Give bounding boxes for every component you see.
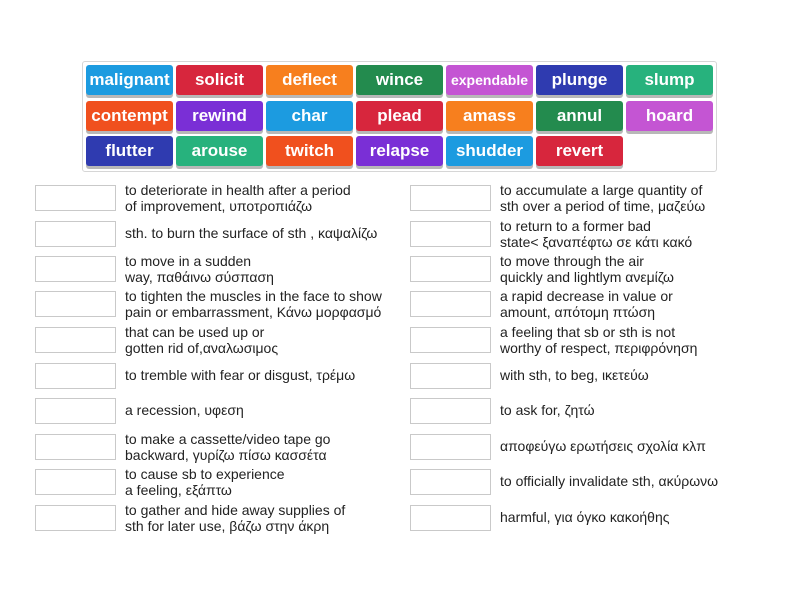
- definition-text: [125, 254, 410, 285]
- definition-line: of improvement, υποτροπιάζω: [125, 197, 313, 214]
- definition-line: sth. to burn the surface of sth , καψαλίζω: [125, 225, 378, 241]
- definition-line: to deteriorate in health after a period: [125, 182, 351, 198]
- definition-text: [125, 368, 410, 384]
- word-bank: [82, 61, 717, 172]
- answer-slot[interactable]: [410, 185, 491, 211]
- answer-slot[interactable]: [35, 256, 116, 282]
- answer-slot[interactable]: [410, 505, 491, 531]
- definition-text: [125, 325, 410, 356]
- answer-slot[interactable]: [35, 363, 116, 389]
- definition-line: to return to a former bad: [500, 218, 651, 234]
- word-tile[interactable]: expendable: [446, 65, 533, 95]
- word-tile[interactable]: malignant: [86, 65, 173, 95]
- definition-text: [500, 439, 785, 455]
- word-tile[interactable]: solicit: [176, 65, 263, 95]
- definition-text: [125, 503, 410, 534]
- word-tile[interactable]: wince: [356, 65, 443, 95]
- definition-text: [125, 226, 410, 242]
- definition-line: sth over a period of time, μαζεύω: [500, 197, 706, 214]
- word-tile[interactable]: annul: [536, 101, 623, 131]
- definition-text: [500, 289, 785, 320]
- definition-line: a feeling, εξάπτω: [125, 481, 232, 498]
- word-tile[interactable]: contempt: [86, 101, 173, 131]
- answer-slot[interactable]: [410, 398, 491, 424]
- definition-line: with sth, to beg, ικετεύω: [500, 367, 649, 383]
- word-tile[interactable]: revert: [536, 136, 623, 166]
- definition-text: [500, 325, 785, 356]
- answer-slot[interactable]: [35, 469, 116, 495]
- word-tile[interactable]: rewind: [176, 101, 263, 131]
- definition-text: [500, 219, 785, 250]
- definition-line: harmful, για όγκο κακοήθης: [500, 509, 670, 525]
- answer-slot[interactable]: [35, 221, 116, 247]
- word-tile[interactable]: deflect: [266, 65, 353, 95]
- definition-text: [500, 474, 785, 490]
- word-tile[interactable]: shudder: [446, 136, 533, 166]
- word-tile[interactable]: slump: [626, 65, 713, 95]
- definition-line: that can be used up or: [125, 324, 265, 340]
- definition-text: [125, 467, 410, 498]
- definition-line: a feeling that sb or sth is not: [500, 324, 676, 340]
- word-tile[interactable]: amass: [446, 101, 533, 131]
- definition-line: to cause sb to experience: [125, 466, 285, 482]
- word-tile[interactable]: plead: [356, 101, 443, 131]
- definition-line: to gather and hide away supplies of: [125, 502, 346, 518]
- definition-text: [500, 254, 785, 285]
- definition-text: [500, 183, 785, 214]
- definition-line: amount, απότομη πτώση: [500, 303, 656, 320]
- answer-slot[interactable]: [410, 256, 491, 282]
- answer-slot[interactable]: [35, 291, 116, 317]
- definition-line: state< ξαναπέφτω σε κάτι κακό: [500, 233, 693, 250]
- word-tile[interactable]: twitch: [266, 136, 353, 166]
- definition-text: [500, 510, 785, 526]
- definition-line: αποφεύγω ερωτήσεις σχολία κλπ: [500, 438, 706, 454]
- definition-text: [500, 368, 785, 384]
- answer-slot[interactable]: [410, 291, 491, 317]
- definition-line: pain or embarrassment, Κάνω μορφασμό: [125, 303, 382, 320]
- answer-slot[interactable]: [35, 398, 116, 424]
- word-tile[interactable]: plunge: [536, 65, 623, 95]
- definition-text: [500, 403, 785, 419]
- definition-text: [125, 183, 410, 214]
- definition-line: to make a cassette/video tape go: [125, 431, 331, 447]
- definition-line: a rapid decrease in value or: [500, 288, 673, 304]
- answer-slot[interactable]: [35, 434, 116, 460]
- word-tile[interactable]: flutter: [86, 136, 173, 166]
- word-tile[interactable]: char: [266, 101, 353, 131]
- definition-line: to officially invalidate sth, ακύρωνω: [500, 473, 719, 489]
- word-tile[interactable]: relapse: [356, 136, 443, 166]
- definition-text: [125, 403, 410, 419]
- answer-slot[interactable]: [35, 505, 116, 531]
- definition-line: sth for later use, βάζω στην άκρη: [125, 517, 330, 534]
- definition-line: to ask for, ζητώ: [500, 402, 595, 418]
- definition-line: backward, γυρίζω πίσω κασσέτα: [125, 446, 327, 463]
- definition-line: quickly and lightlym ανεμίζω: [500, 268, 674, 285]
- answer-slot[interactable]: [35, 185, 116, 211]
- answer-slot[interactable]: [410, 434, 491, 460]
- answer-slot[interactable]: [410, 221, 491, 247]
- word-tile[interactable]: hoard: [626, 101, 713, 131]
- definition-line: to move through the air: [500, 253, 644, 269]
- definition-line: to tremble with fear or disgust, τρέμω: [125, 367, 356, 383]
- definition-line: a recession, υφεση: [125, 402, 244, 418]
- definition-text: [125, 432, 410, 463]
- definition-line: worthy of respect, περιφρόνηση: [500, 339, 698, 356]
- answer-slot[interactable]: [410, 327, 491, 353]
- definition-line: to move in a sudden: [125, 253, 252, 269]
- word-tile[interactable]: arouse: [176, 136, 263, 166]
- definition-line: way, παθάινω σύσπαση: [125, 268, 274, 285]
- definition-line: to tighten the muscles in the face to show: [125, 288, 382, 304]
- answer-slot[interactable]: [410, 363, 491, 389]
- answer-slot[interactable]: [35, 327, 116, 353]
- definition-line: gotten rid of,αναλωσιμος: [125, 339, 279, 356]
- definition-line: to accumulate a large quantity of: [500, 182, 703, 198]
- definition-text: [125, 289, 410, 320]
- answer-slot[interactable]: [410, 469, 491, 495]
